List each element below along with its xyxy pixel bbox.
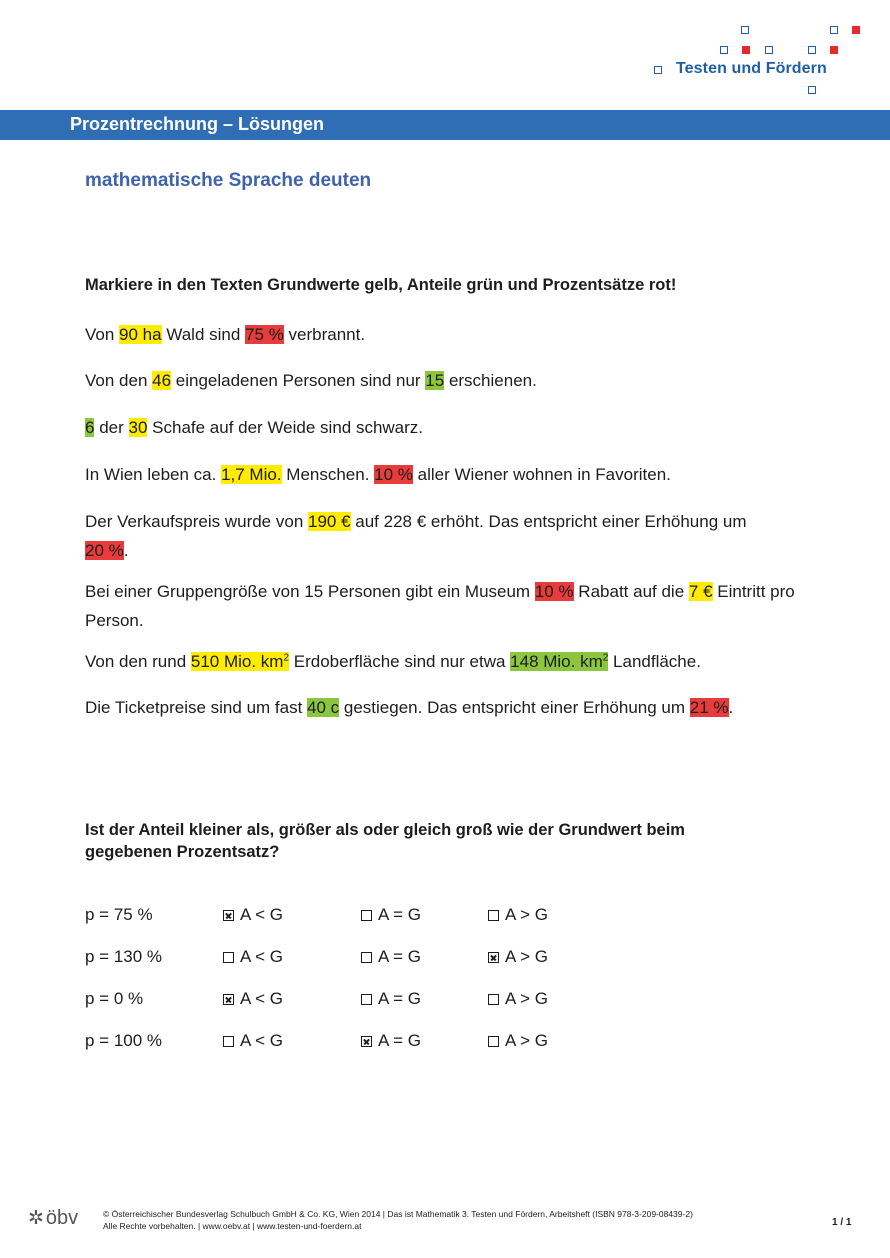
grundwert-highlight: 30 — [128, 418, 148, 437]
text-segment: In Wien leben ca. — [85, 465, 222, 484]
text-segment: eingeladenen Personen sind nur — [171, 371, 426, 390]
percentage-label: p = 0 % — [85, 989, 144, 1008]
text-segment: Von den — [85, 371, 153, 390]
prozentsatz-highlight: 10 % — [374, 465, 413, 484]
text-segment: erschienen. — [444, 371, 537, 390]
option-label: A > G — [505, 905, 548, 924]
option-label: A = G — [378, 947, 421, 966]
option-label: A > G — [505, 989, 548, 1008]
superscript: 2 — [602, 652, 609, 664]
text-line-7 — [85, 647, 825, 676]
superscript: 2 — [283, 652, 290, 664]
option-less-than[interactable] — [223, 947, 283, 967]
checkbox-icon[interactable] — [361, 952, 372, 963]
text-segment: Menschen. — [281, 465, 375, 484]
comparison-row — [85, 989, 645, 1013]
comparison-row — [85, 1031, 645, 1055]
text-segment: . — [728, 698, 734, 717]
option-label: A < G — [240, 989, 283, 1008]
text-segment: Landfläche. — [608, 652, 701, 671]
text-segment: aller Wiener wohnen in Favoriten. — [412, 465, 671, 484]
option-label: A = G — [378, 905, 421, 924]
text-segment: Von den rund — [85, 652, 191, 671]
text-segment: der — [94, 418, 129, 437]
text-line-1 — [85, 320, 825, 349]
option-greater-than[interactable] — [488, 989, 548, 1009]
checkbox-icon[interactable] — [488, 910, 499, 921]
footer-line-1: © Österreichischer Bundesverlag Schulbuch GmbH & Co. KG, Wien 2014 | Das ist Mathematik 3. Testen und Fördern, Arbeitsheft (ISBN 978-3-209-08439-2) — [103, 1209, 693, 1219]
option-equal[interactable] — [361, 1031, 421, 1051]
option-label: A = G — [378, 989, 421, 1008]
prozentsatz-highlight: 21 % — [689, 698, 729, 717]
text-segment: Rabatt auf die — [573, 582, 689, 601]
checkbox-icon[interactable] — [361, 994, 372, 1005]
text-segment: Der Verkaufspreis wurde von — [85, 512, 308, 531]
footer-copyright — [103, 1208, 693, 1232]
percentage-label: p = 75 % — [85, 905, 153, 924]
brand-logo-text: Testen und Fördern — [676, 60, 827, 77]
comparison-row — [85, 905, 645, 929]
anteil-highlight: 15 — [425, 371, 445, 390]
option-equal[interactable] — [361, 989, 421, 1009]
text-segment: Eintritt pro Person. — [85, 582, 795, 630]
option-label: A < G — [240, 1031, 283, 1050]
text-segment: Erdoberfläche sind nur etwa — [289, 652, 511, 671]
anteil-highlight: 40 c — [307, 698, 340, 717]
text-segment: verbrannt. — [283, 325, 366, 344]
text-segment: Die Ticketpreise sind um fast — [85, 698, 308, 717]
text-segment: . — [123, 541, 129, 560]
publisher-logo-text: öbv — [45, 1207, 79, 1229]
checked-box-icon[interactable] — [223, 910, 234, 921]
option-less-than[interactable] — [223, 989, 283, 1009]
prozentsatz-highlight: 75 % — [245, 325, 284, 344]
option-label: A < G — [240, 947, 283, 966]
anteil-highlight: 6 — [85, 418, 95, 437]
option-less-than[interactable] — [223, 1031, 283, 1051]
option-label: A > G — [505, 947, 548, 966]
option-label: A < G — [240, 905, 283, 924]
prozentsatz-highlight: 10 % — [534, 582, 574, 601]
option-greater-than[interactable] — [488, 1031, 548, 1051]
option-label: A > G — [505, 1031, 548, 1050]
option-label: A = G — [378, 1031, 421, 1050]
grundwert-highlight: 90 ha — [119, 325, 162, 344]
checkbox-icon[interactable] — [223, 1036, 234, 1047]
footer-line-2: Alle Rechte vorbehalten. | www.oebv.at | www.testen-und-foerdern.at — [103, 1221, 362, 1231]
option-less-than[interactable] — [223, 905, 283, 925]
page-number: 1 / 1 — [832, 1217, 852, 1228]
option-equal[interactable] — [361, 947, 421, 967]
grundwert-highlight: 190 € — [308, 512, 351, 531]
checked-box-icon[interactable] — [488, 952, 499, 963]
grundwert-highlight: 7 € — [688, 582, 713, 601]
comparison-row — [85, 947, 645, 971]
text-segment: Von — [85, 325, 120, 344]
checkbox-icon[interactable] — [361, 910, 372, 921]
checked-box-icon[interactable] — [361, 1036, 372, 1047]
section-subtitle: mathematische Sprache deuten — [85, 170, 372, 191]
text-line-4 — [85, 460, 825, 489]
text-segment: auf 228 € erhöht. Das entspricht einer Erhöhung um — [350, 512, 747, 531]
checkbox-icon[interactable] — [488, 994, 499, 1005]
grundwert-highlight: 1,7 Mio. — [221, 465, 282, 484]
grundwert-highlight: 46 — [152, 371, 172, 390]
page-title: Prozentrechnung – Lösungen — [70, 114, 325, 134]
task2-instruction: Ist der Anteil kleiner als, größer als oder gleich groß wie der Grundwert beim gegebenen Prozentsatz? — [85, 821, 685, 861]
option-greater-than[interactable] — [488, 947, 548, 967]
checked-box-icon[interactable] — [223, 994, 234, 1005]
option-greater-than[interactable] — [488, 905, 548, 925]
task1-instruction: Markiere in den Texten Grundwerte gelb, Anteile grün und Prozentsätze rot! — [85, 276, 677, 294]
anteil-highlight: 148 Mio. $km^2$ — [510, 652, 609, 671]
percentage-label: p = 100 % — [85, 1031, 163, 1050]
star-icon: ✲ — [28, 1208, 44, 1229]
text-segment: Wald sind — [161, 325, 246, 344]
prozentsatz-highlight: 20 % — [85, 541, 124, 560]
grundwert-highlight: 510 Mio. $km^2$ — [190, 652, 290, 671]
text-segment: Schafe auf der Weide sind schwarz. — [147, 418, 424, 437]
checkbox-icon[interactable] — [223, 952, 234, 963]
percentage-label: p = 130 % — [85, 947, 163, 966]
checkbox-icon[interactable] — [488, 1036, 499, 1047]
text-line-2 — [85, 366, 825, 395]
text-segment: Bei einer Gruppengröße von 15 Personen gibt ein Museum — [85, 582, 535, 601]
publisher-logo — [28, 1207, 78, 1230]
option-equal[interactable] — [361, 905, 421, 925]
text-segment: gestiegen. Das entspricht einer Erhöhung um — [339, 698, 690, 717]
text-line-5 — [85, 507, 765, 565]
text-line-6 — [85, 577, 815, 635]
text-line-3 — [85, 413, 825, 442]
text-line-8 — [85, 693, 825, 722]
